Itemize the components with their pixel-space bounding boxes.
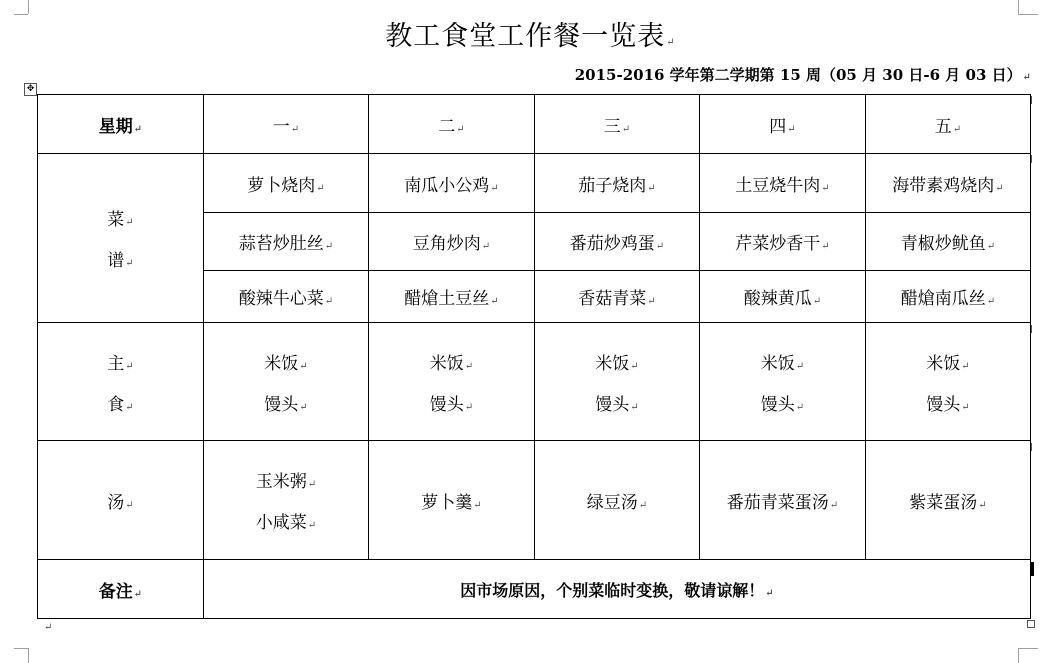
staple-cell[interactable]: 米饭 ↵ 馒头 ↵ [369, 323, 535, 441]
dish-cell[interactable]: 酸辣黄瓜 ↵ [700, 271, 866, 323]
dish-cell[interactable]: 青椒炒鱿鱼 ↵ [866, 213, 1031, 271]
row-end-marker [1028, 96, 1032, 104]
header-cell[interactable]: 二 ↵ [369, 95, 535, 154]
dish-cell[interactable]: 南瓜小公鸡 ↵ [369, 154, 535, 213]
dish-cell[interactable]: 醋熗南瓜丝 ↵ [866, 271, 1031, 323]
remark-cell[interactable]: 因市场原因，个别菜临时变换，敬请谅解！ ↵ [204, 560, 1031, 619]
crop-mark-bottom-right-h [1018, 648, 1038, 649]
dish-cell[interactable]: 芹菜炒香干 ↵ [700, 213, 866, 271]
dish-cell[interactable]: 蒜苔炒肚丝 ↵ [204, 213, 369, 271]
meal-table [37, 94, 1031, 619]
dish-cell[interactable]: 茄子烧肉 ↵ [535, 154, 700, 213]
remark-label-cell[interactable]: 备注 ↵ [38, 560, 204, 619]
table-resize-handle[interactable] [1027, 620, 1035, 628]
staple-cell[interactable]: 米饭 ↵ 馒头 ↵ [700, 323, 866, 441]
header-cell[interactable]: 五 ↵ [866, 95, 1031, 154]
header-cell[interactable]: 星期 ↵ [38, 95, 204, 154]
dish-cell[interactable]: 醋熗土豆丝 ↵ [369, 271, 535, 323]
soup-cell[interactable]: 绿豆汤 ↵ [535, 441, 700, 560]
dish-cell[interactable]: 海带素鸡烧肉 ↵ [866, 154, 1031, 213]
header-cell[interactable]: 一 ↵ [204, 95, 369, 154]
soup-row [38, 441, 1031, 560]
dish-cell[interactable]: 萝卜烧肉 ↵ [204, 154, 369, 213]
crop-mark-bottom-left-h [14, 648, 28, 649]
soup-label-cell[interactable]: 汤 ↵ [38, 441, 204, 560]
dish-cell[interactable]: 番茄炒鸡蛋 ↵ [535, 213, 700, 271]
soup-cell[interactable]: 紫菜蛋汤 ↵ [866, 441, 1031, 560]
menu-label-cell[interactable]: 菜 ↵ 谱 ↵ [38, 154, 204, 323]
staple-label-cell[interactable]: 主 ↵ 食 ↵ [38, 323, 204, 441]
dish-cell[interactable]: 香菇青菜 ↵ [535, 271, 700, 323]
soup-cell[interactable]: 玉米粥 ↵ 小咸菜 ↵ [204, 441, 369, 560]
staple-cell[interactable]: 米饭 ↵ 馒头 ↵ [535, 323, 700, 441]
crop-mark-bottom-right [1018, 648, 1019, 663]
document-title [0, 14, 1061, 53]
crop-mark-bottom-left [28, 648, 29, 663]
row-end-marker [1028, 155, 1032, 163]
header-row [38, 95, 1031, 154]
table-move-handle-icon[interactable]: ✥ [24, 83, 37, 96]
document-subtitle [575, 64, 1031, 85]
menu-row [38, 154, 1031, 213]
remark-row [38, 560, 1031, 619]
row-end-marker [1028, 562, 1034, 576]
soup-cell[interactable]: 萝卜羹 ↵ [369, 441, 535, 560]
soup-cell[interactable]: 番茄青菜蛋汤 ↵ [700, 441, 866, 560]
staple-cell[interactable]: 米饭 ↵ 馒头 ↵ [866, 323, 1031, 441]
subtitle-text: 2015-2016 学年第二学期第 15 周（05 月 30 日-6 月 03 日） ↵ [575, 66, 1031, 84]
paragraph-mark: ↵ [44, 622, 53, 633]
staple-row [38, 323, 1031, 441]
dish-cell[interactable]: 豆角炒肉 ↵ [369, 213, 535, 271]
header-cell[interactable]: 四 ↵ [700, 95, 866, 154]
header-cell[interactable]: 三 ↵ [535, 95, 700, 154]
dish-cell[interactable]: 土豆烧牛肉 ↵ [700, 154, 866, 213]
title-text: 教工食堂工作餐一览表 ↵ [385, 21, 675, 52]
crop-mark-top-left [28, 0, 29, 14]
crop-mark-top-right [1018, 0, 1019, 14]
row-end-marker [1028, 443, 1032, 451]
row-end-marker [1028, 325, 1032, 333]
staple-cell[interactable]: 米饭 ↵ 馒头 ↵ [204, 323, 369, 441]
dish-cell[interactable]: 酸辣牛心菜 ↵ [204, 271, 369, 323]
